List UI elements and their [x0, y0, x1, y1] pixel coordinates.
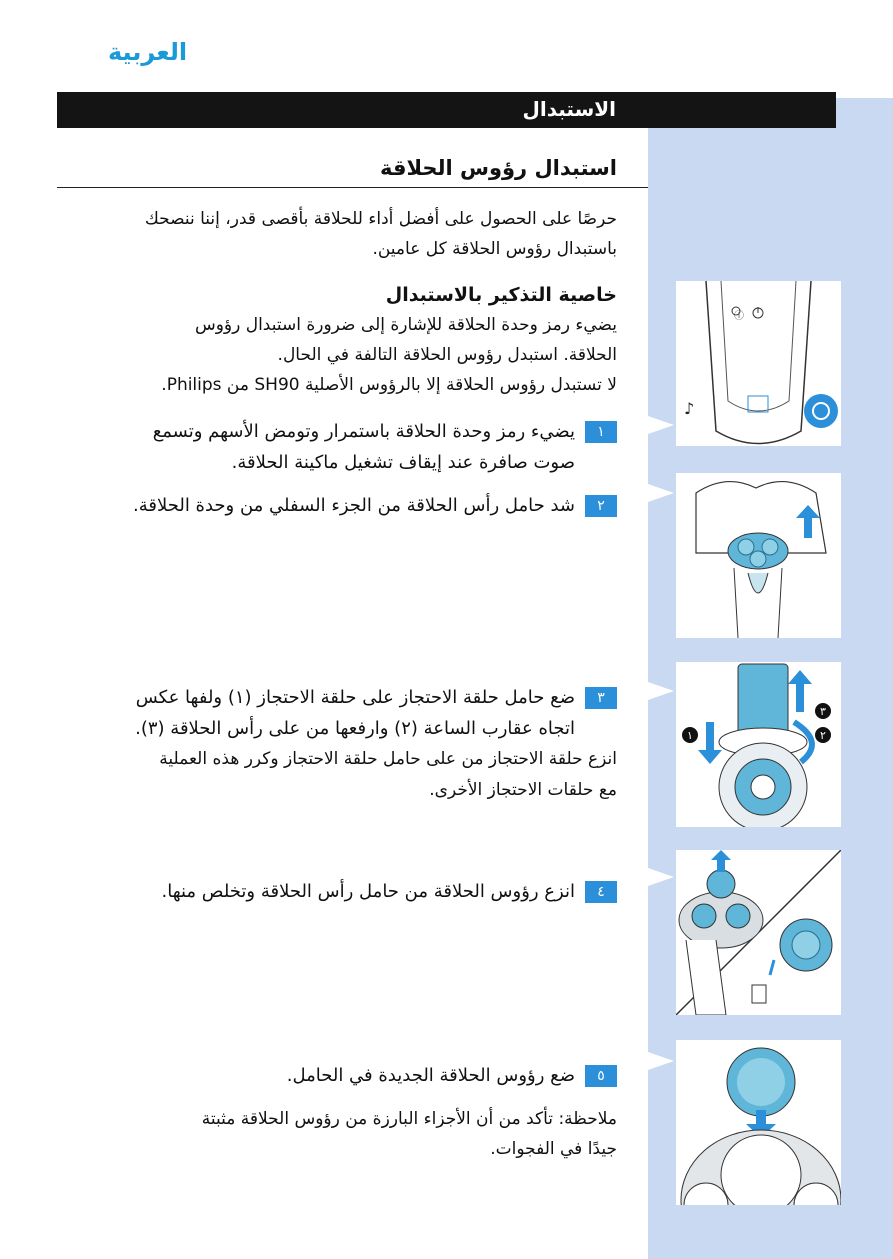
language-label: العربية: [108, 38, 188, 66]
arrow-up-icon: [711, 850, 731, 872]
step-number: ٤: [585, 881, 617, 903]
note-paragraph: ملاحظة: تأكد من أن الأجزاء البارزة من رؤوس الحلاقة مثبتة جيدًا في الفجوات.: [201, 1109, 617, 1159]
figure-pull-holder: [676, 473, 841, 638]
trash-icon: [752, 985, 766, 1003]
pointer-triangle: [648, 484, 674, 502]
step-4: ٤انزع رؤوس الحلاقة من حامل رأس الحلاقة وتخلص منها.: [57, 876, 617, 907]
intro-paragraph: حرصًا على الحصول على أفضل أداء للحلاقة بأقصى قدر، إننا ننصحك باستبدال رؤوس الحلاقة كل عامين.: [144, 209, 617, 259]
step-2: ٢شد حامل رأس الحلاقة من الجزء السفلي من وحدة الحلاقة.: [57, 490, 617, 521]
insert-head-illustration: [676, 1040, 841, 1205]
pointer-triangle: [648, 416, 674, 434]
step-number: ٣: [585, 687, 617, 709]
step-1: ١يضيء رمز وحدة الحلاقة باستمرار وتومض الأسهم وتسمع صوت صافرة عند إيقاف تشغيل ماكينة الحلاقة.: [57, 416, 617, 478]
remove-heads-illustration: [676, 850, 841, 1015]
section-header-bar: [57, 92, 836, 128]
arrow-down-icon: [698, 722, 722, 764]
step-number: ١: [585, 421, 617, 443]
pointer-triangle: [648, 1052, 674, 1070]
divider: [57, 187, 648, 188]
step-number: ٢: [585, 495, 617, 517]
shaver-display-illustration: [676, 281, 841, 446]
arrow-up-icon: [788, 670, 812, 712]
pointer-triangle: [648, 682, 674, 700]
svg-text:٣: ٣: [820, 705, 826, 718]
svg-text:٢: ٢: [820, 729, 826, 742]
section-title: الاستبدال: [522, 97, 616, 121]
figure-insert-head: [676, 1040, 841, 1205]
figure-remove-heads: [676, 850, 841, 1015]
subsection-title: استبدال رؤوس الحلاقة: [380, 156, 617, 180]
reminder-title: خاصية التذكير بالاستبدال: [385, 284, 617, 306]
svg-text:ⓘ: ⓘ: [734, 311, 744, 322]
pull-holder-illustration: [676, 473, 841, 638]
pointer-triangle: [648, 868, 674, 886]
step-number: ٥: [585, 1065, 617, 1087]
figure-shaver-display: [676, 281, 841, 446]
figure-retaining-ring: [676, 662, 841, 827]
svg-text:١: ١: [687, 729, 693, 742]
arrow-down-icon: [770, 960, 774, 975]
reminder-block: خاصية التذكير بالاستبدال يضيء رمز وحدة الحلاقة للإشارة إلى ضرورة استبدال رؤوس الحلاقة. استبدل رؤوس الحلاقة التالفة في الحال. لا تستبدل رؤوس الحلاقة إلا بالرؤوس الأصلية SH90 من Philips.: [161, 280, 617, 400]
replacement-reminder-icon: [804, 394, 838, 428]
step-3: ٣ضع حامل حلقة الاحتجاز على حلقة الاحتجاز (١) ولفها عكس اتجاه عقارب الساعة (٢) وارفعها من على رأس الحلاقة (٣). انزع حلقة الاحتجاز من على حامل حلقة الاحتجاز وكرر هذه العملية مع حلقات الاحتجاز الأخرى.: [135, 687, 617, 800]
sound-icon: ♪: [684, 399, 695, 418]
step-5: ٥ضع رؤوس الحلاقة الجديدة في الحامل.: [57, 1060, 617, 1091]
retaining-ring-illustration: [676, 662, 841, 827]
